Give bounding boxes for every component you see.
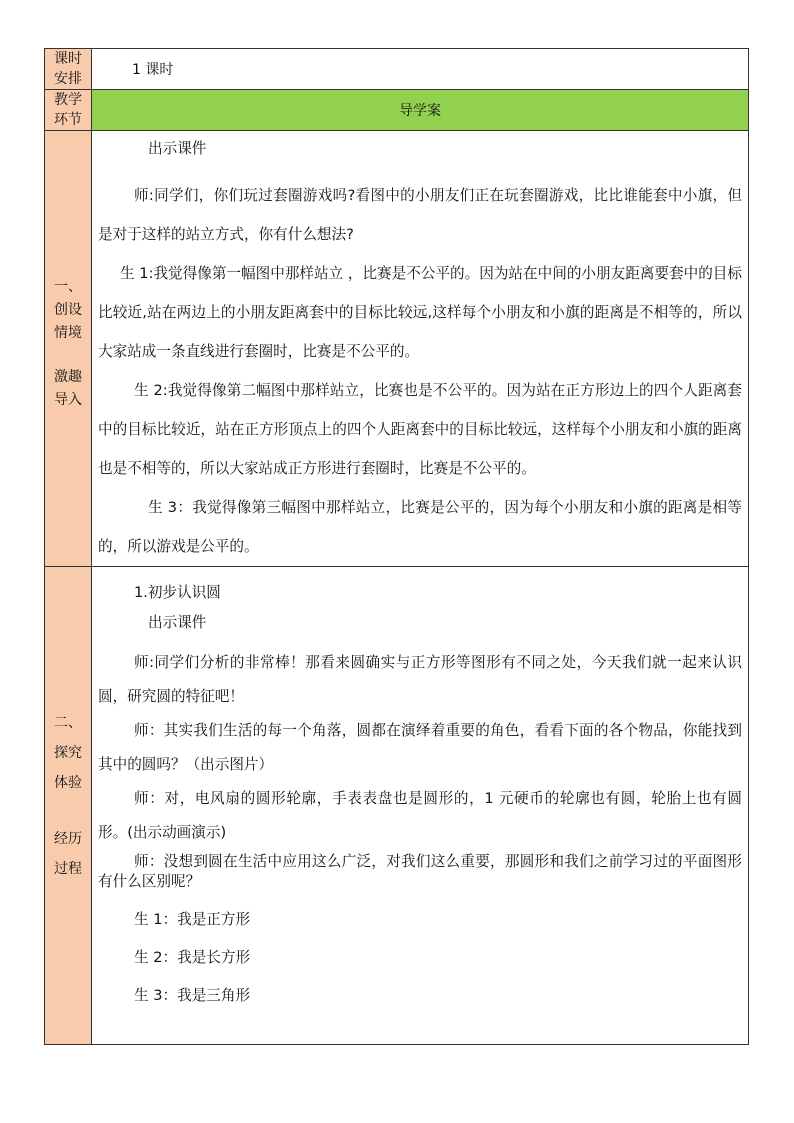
section-2-paragraph: 师：没想到圆在生活中应用这么广泛，对我们这么重要，那圆形和我们之前学习过的平面图形有什么区别呢？ (98, 853, 742, 890)
section-1-paragraph: 生 2:我觉得像第二幅图中那样站立，比赛也是不公平的。因为站在正方形边上的四个人距离套中的目标比较近，站在正方形顶点上的四个人距离套中的目标比较远，这样每个小朋友和小旗的距离也是不相等的，所以大家站成正方形进行套圈时，比赛是不公平的。 (98, 382, 742, 477)
step-label-line1: 教学 (54, 92, 82, 108)
guide-banner: 导学案 (92, 90, 749, 131)
lesson-plan-table (44, 48, 749, 1045)
section-2-paragraph: 师：对，电风扇的圆形轮廓，手表表盘也是圆形的，1 元硬币的轮廓也有圆，轮胎上也有圆形。(出示动画演示) (98, 790, 742, 841)
section-1-paragraph: 生 3：我觉得像第三幅图中那样站立，比赛是公平的，因为每个小朋友和小旗的距离是相等的，所以游戏是公平的。 (98, 499, 742, 555)
section-2-paragraph: 生 3：我是三角形 (134, 987, 251, 1004)
section-2-content (92, 567, 749, 1045)
section-1-paragraph: 生 1:我觉得像第一幅图中那样站立 ，比赛是不公平的。因为站在中间的小朋友距离要套中的目标比较近,站在两边上的小朋友距离套中的目标比较远,这样每个小朋友和小旗的距离是不相等的，所以大家站成一条直线进行套圈时，比赛是不公平的。 (98, 265, 742, 360)
schedule-value: 1 课时 (92, 49, 749, 90)
section-2-label-line: 过程 (54, 861, 82, 877)
section-1-paragraph: 师:同学们，你们玩过套圈游戏吗?看图中的小朋友们正在玩套圈游戏，比比谁能套中小旗，但是对于这样的站立方式，你有什么想法? (98, 187, 742, 243)
step-label-line2: 环节 (54, 112, 82, 128)
section-2-label (45, 567, 92, 1045)
section-1-label (45, 131, 92, 567)
section-2-paragraph: 师：其实我们生活的每一个角落，圆都在演绎着重要的角色，看看下面的各个物品，你能找到其中的圆吗？（出示图片） (98, 722, 742, 773)
section-2-paragraph: 生 2：我是长方形 (134, 949, 251, 966)
step-row (45, 90, 749, 131)
section-1-label-line: 创设 (54, 302, 82, 318)
section-2-paragraph: 出示课件 (148, 614, 207, 631)
section-2-label-line: 体验 (54, 775, 82, 791)
schedule-label-cell (45, 49, 92, 90)
section-2-label-line: 二、 (54, 715, 82, 731)
section-2-paragraph: 1.初步认识圆 (134, 584, 221, 601)
section-2-row (45, 567, 749, 1045)
section-2-label-line: 经历 (54, 831, 82, 847)
section-1-label-line: 导入 (54, 392, 82, 408)
section-1-content (92, 131, 749, 567)
section-1-label-line: 一、 (54, 279, 82, 295)
section-1-label-line: 情境 (54, 325, 82, 341)
section-2-label-line: 探究 (54, 745, 82, 761)
lesson-plan-sheet (44, 48, 749, 1045)
schedule-row (45, 49, 749, 90)
section-1-row (45, 131, 749, 567)
step-label-cell (45, 90, 92, 131)
section-1-label-line: 激趣 (54, 369, 82, 385)
section-2-paragraph: 生 1：我是正方形 (134, 911, 251, 928)
section-2-paragraph: 师:同学们分析的非常棒！那看来圆确实与正方形等图形有不同之处，今天我们就一起来认识圆，研究圆的特征吧！ (98, 654, 742, 705)
section-1-paragraph: 出示课件 (148, 140, 207, 157)
schedule-label-line2: 安排 (54, 71, 82, 87)
schedule-label-line1: 课时 (54, 51, 82, 67)
